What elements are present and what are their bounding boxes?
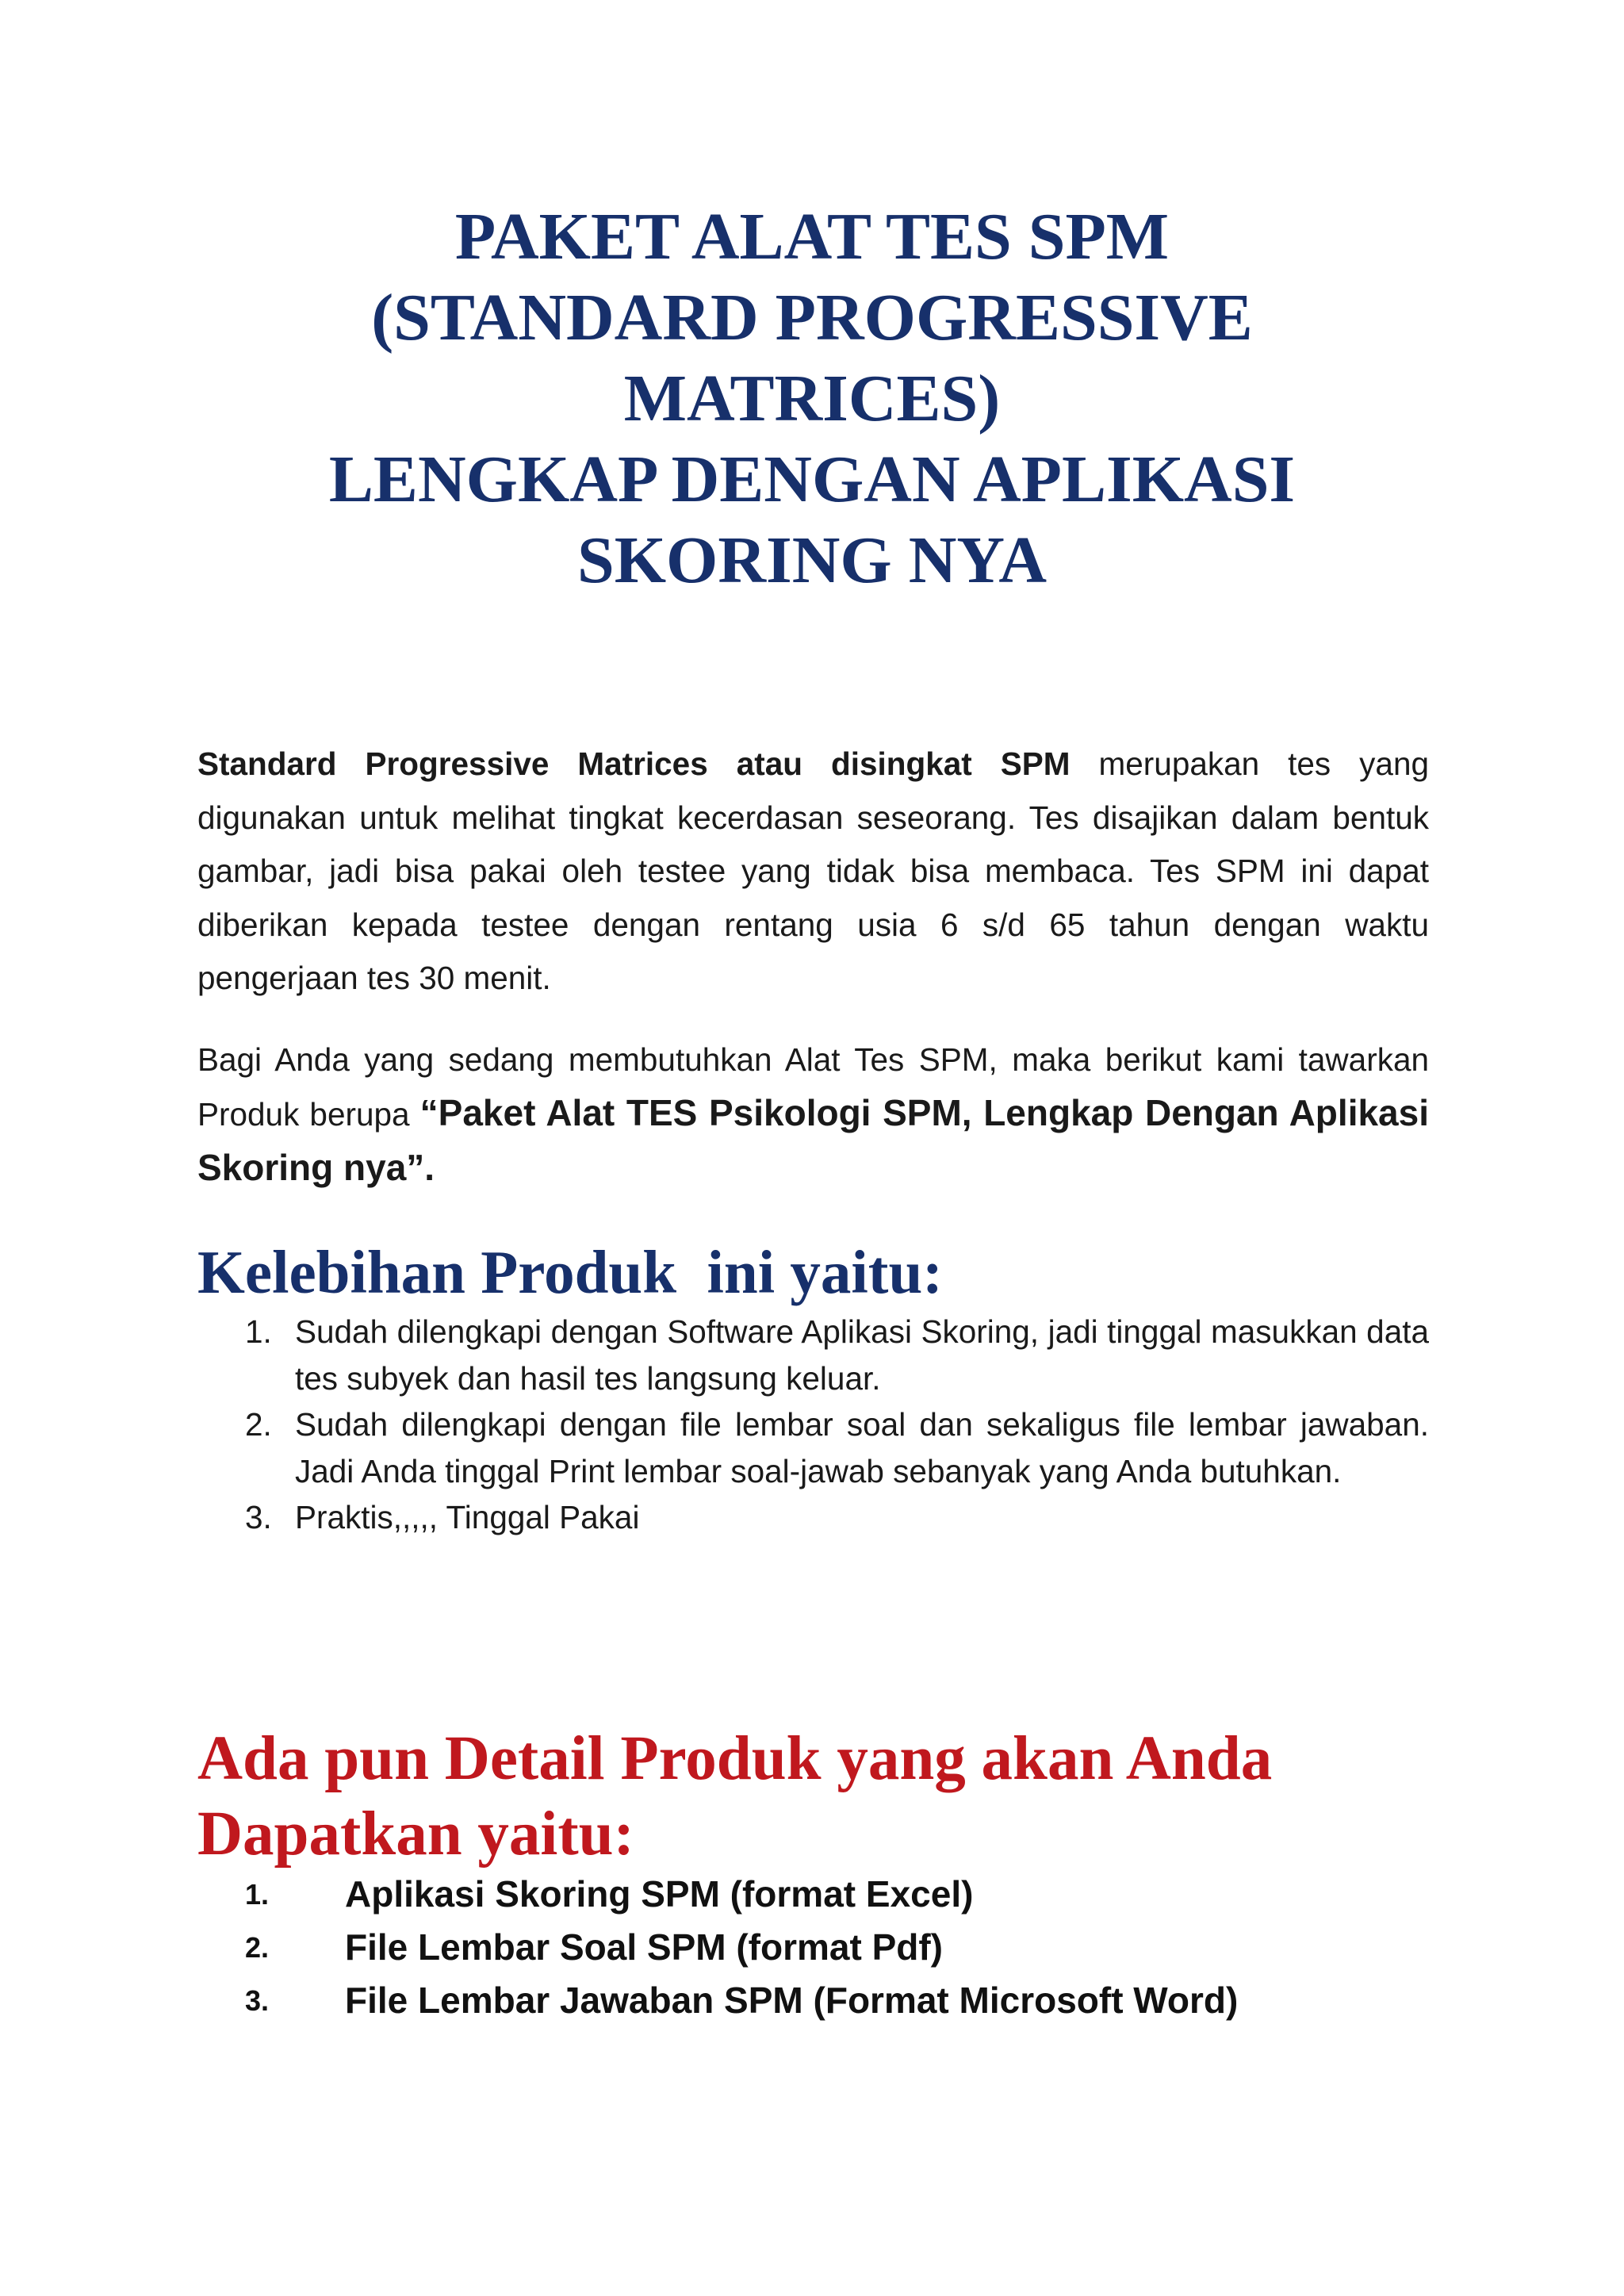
advantages-list [197,1309,1429,1541]
list-item-number: 2. [245,1406,272,1443]
list-item-number: 3. [245,1984,270,2017]
title-line: SKORING NYA [576,523,1048,597]
list-item-text: Sudah dilengkapi dengan Software Aplikasi Skoring, jadi tinggal masukkan data tes subyek dan hasil tes langsung keluar. [295,1313,1429,1397]
document-title [238,197,1386,601]
list-item-number: 2. [245,1931,270,1964]
list-item-text: File Lembar Soal SPM (format Pdf) [345,1926,943,1968]
list-item-number: 1. [245,1878,270,1911]
list-item [197,1401,1429,1494]
offer-text: Bagi Anda yang sedang membutuhkan Alat Tes SPM, maka berikut kami tawarkan Produk berupa [197,1041,1429,1133]
list-item [197,1494,1429,1541]
title-line: LENGKAP DENGAN APLIKASI [328,443,1296,516]
list-item [197,1868,1466,1921]
list-item-text: Praktis,,,,, Tinggal Pakai [295,1499,640,1535]
details-heading: Ada pun Detail Produk yang akan Anda Dapatkan yaitu: [197,1724,1273,1869]
intro-paragraph [197,738,1429,1006]
list-item-number: 3. [245,1499,272,1535]
details-list [197,1868,1466,2027]
list-item [197,1921,1466,1974]
title-line: PAKET ALAT TES SPM [454,200,1170,274]
intro-bold-lead: Standard Progressive Matrices atau disingkat SPM [197,746,1071,782]
list-item [197,1309,1429,1401]
offer-product-quote: “Paket Alat TES Psikologi SPM, Lengkap Dengan Aplikasi Skoring nya”. [197,1092,1429,1188]
list-item-text: File Lembar Jawaban SPM (Format Microsoft Word) [345,1980,1239,2021]
list-item-number: 1. [245,1313,272,1350]
list-item [197,1974,1466,2027]
intro-text: merupakan tes yang digunakan untuk melihat tingkat kecerdasan seseorang. Tes disajikan dalam bentuk gambar, jadi bisa pakai oleh testee yang tidak bisa membaca. Tes SPM ini dapat diberikan kepada testee dengan rentang usia 6 s/d 65 tahun dengan waktu pengerjaan tes 30 menit. [197,746,1429,996]
list-item-text: Aplikasi Skoring SPM (format Excel) [345,1873,974,1915]
title-line: MATRICES) [623,362,1001,435]
list-item-text: Sudah dilengkapi dengan file lembar soal dan sekaligus file lembar jawaban. Jadi Anda tinggal Print lembar soal-jawab sebanyak yang Anda butuhkan. [295,1406,1429,1489]
title-line: (STANDARD PROGRESSIVE [371,281,1253,355]
offer-paragraph [197,1033,1429,1196]
advantages-heading: Kelebihan Produk ini yaitu: [197,1238,943,1306]
